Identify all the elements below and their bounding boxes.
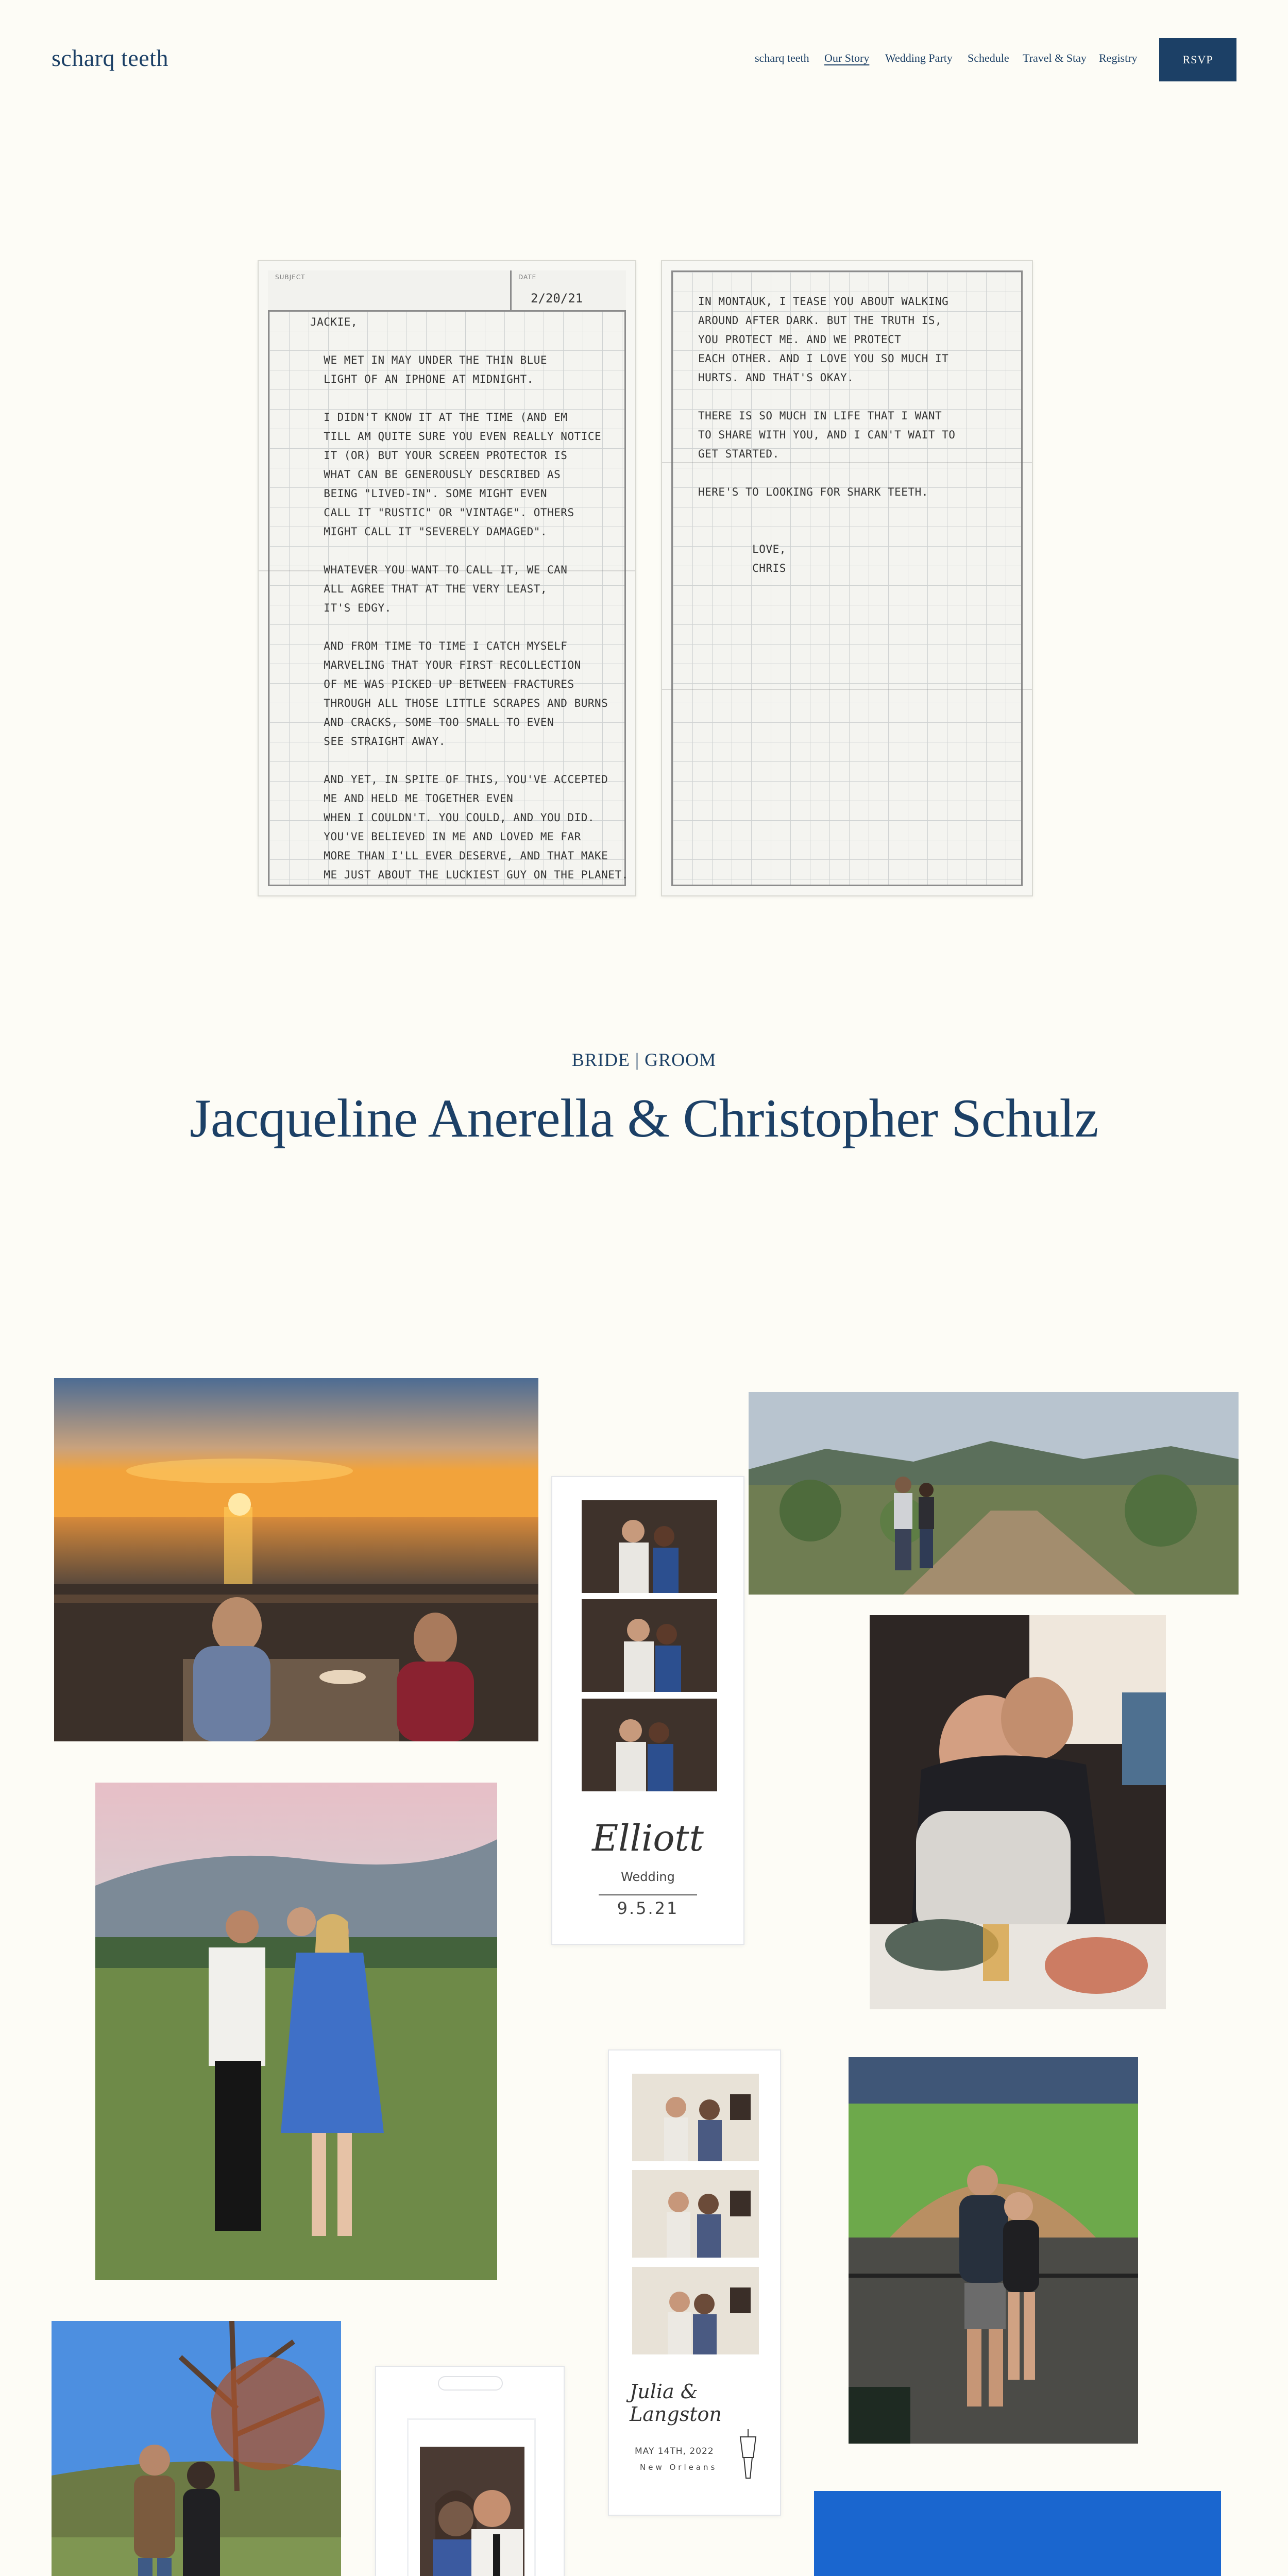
photo-hike xyxy=(749,1392,1239,1595)
photo-ballpark xyxy=(849,2057,1138,2444)
couple-names: Jacqueline Anerella & Christopher Schulz xyxy=(190,1088,1098,1148)
nav-travel-stay[interactable]: Travel & Stay xyxy=(1023,52,1087,64)
site-title[interactable]: scharq teeth xyxy=(52,45,168,71)
photo-strip-elliott xyxy=(551,1476,744,1945)
nav-wedding-party[interactable]: Wedding Party xyxy=(885,52,953,64)
date-label: DATE xyxy=(518,274,537,281)
photo-vineyard-kiss xyxy=(95,1783,497,2280)
letter-text-page-2: IN MONTAUK, I TEASE YOU ABOUT WALKING AROUND AFTER DARK. BUT THE TRUTH IS, YOU PROTECT ME. AND WE PROTECT EACH OTHER. AND I LOVE YOU SO MUCH IT HURTS. AND THAT'S OKAY. THERE IS SO MUCH IN LIFE THAT I WANT TO SHARE WITH YOU, AND I CAN'T WAIT TO GET STARTED. HERE'S TO LOOKING FOR SHARK TEETH. LOVE, CHRIS xyxy=(698,295,956,574)
nav-registry[interactable]: Registry xyxy=(1099,52,1138,64)
letter-header xyxy=(268,270,626,312)
lantern-icon xyxy=(733,2427,764,2483)
photo-laughing-hug xyxy=(870,1615,1166,2009)
subject-label: SUBJECT xyxy=(275,274,306,281)
nav-home[interactable]: scharq teeth xyxy=(755,52,809,64)
strip-sub-text: Wedding xyxy=(621,1870,675,1884)
strip-date-text: 9.5.21 xyxy=(599,1894,697,1918)
letter-page-2 xyxy=(661,260,1033,896)
letter-text-page-1: JACKIE, WE MET IN MAY UNDER THE THIN BLUE LIGHT OF AN IPHONE AT MIDNIGHT. I DIDN'T KNOW IT AT THE TIME (AND EM TILL AM QUITE SURE YOU EVEN REALLY NOTICE IT (OR) BUT YOUR SCREEN PROTECTOR IS WHAT CAN BE GENEROUSLY DESCRIBED AS BEING "LIVED-IN". SOME MIGHT EVEN CALL IT "RUSTIC" OR "VINTAGE". OTHERS MIGHT CALL IT "SEVERELY DAMAGED". WHATEVER YOU WANT TO CALL IT, WE CAN ALL AGREE THAT AT THE VERY LEAST, IT'S EDGY. AND FROM TIME TO TIME I CATCH MYSELF MARVELING THAT YOUR FIRST RECOLLECTION OF ME WAS PICKED UP BETWEEN FRACTURES THROUGH ALL THOSE LITTLE SCRAPES AND BURNS AND CRACKS, SOME TOO SMALL TO EVEN SEE STRAIGHT AWAY. AND YET, IN SPITE OF THIS, YOU'VE ACCEPTED ME AND HELD ME TOGETHER EVEN WHEN I COULDN'T. YOU COULD, AND YOU DID. YOU'VE BELIEVED IN ME AND LOVED ME FAR MORE THAN I'LL EVER DESERVE, AND THAT MAKE ME JUST ABOUT THE LUCKIEST GUY ON THE PLANET. xyxy=(310,316,629,881)
main-nav xyxy=(0,52,1288,67)
strip-script-text: Elliott xyxy=(592,1817,704,1859)
nav-our-story[interactable]: Our Story xyxy=(824,52,870,64)
letter-page-1 xyxy=(258,260,636,896)
photo-sunset-dinner xyxy=(54,1378,538,1741)
photo-instax xyxy=(375,2366,565,2576)
strip-date-text: New Orleans xyxy=(640,2463,718,2472)
photo-strip-julia-langston xyxy=(608,2049,781,2516)
photo-autumn-tree xyxy=(52,2321,341,2576)
photo-lighthouse-beach xyxy=(814,2491,1221,2576)
strip-script-text: Julia & Langston xyxy=(630,2380,722,2426)
letter-date: 2/20/21 xyxy=(531,291,583,306)
strip-sub-text: MAY 14TH, 2022 xyxy=(635,2446,714,2456)
rsvp-button[interactable]: RSVP xyxy=(1159,38,1236,81)
couple-label: BRIDE | GROOM xyxy=(571,1049,717,1070)
nav-schedule[interactable]: Schedule xyxy=(968,52,1009,64)
